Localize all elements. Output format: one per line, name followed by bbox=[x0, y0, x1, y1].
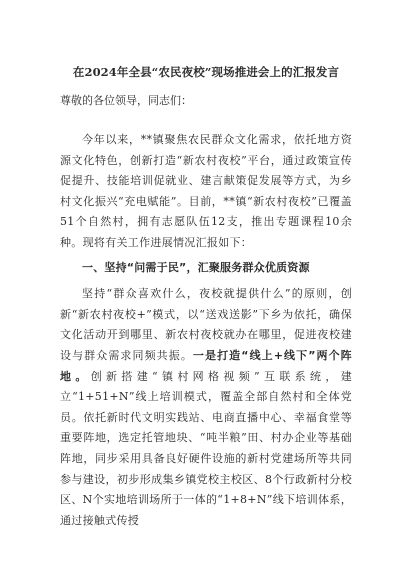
section-1-text-part-1: 坚持“群众喜欢什么，夜校就提供什么”的原则，创新“新农村夜校+”模式，以“送戏送影”下乡为依托，确保文化活动开到哪里、新农村夜校就办在哪里，促进夜校建设与群众需求同频共振。 bbox=[60, 287, 352, 362]
section-1-heading: 一、坚持“问需于民”，汇聚服务群众优质资源 bbox=[82, 260, 310, 274]
section-1-text-part-2: 创新搭建“镇村网格视频”互联系统，建立“1+51+N”线上培训模式，覆盖全部自然村和全体党员。依托新时代文明实践站、电商直播中心、幸福食堂等重要阵地，选定托管地块、“吨半粮”田、村办企业等基础阵地，同步采用具备良好硬件设施的新村党建场所等共同参与建设，初步形成集乡镇党校主校区、8个行政新村分校区、N个实地培训场所于一体的“1+8+N”线下培训体系，通过接触式传授 bbox=[60, 369, 352, 527]
section-1-bold-sentence: 一是打造“线上+线下”两个阵地。 bbox=[60, 348, 352, 383]
section-1-paragraph bbox=[60, 284, 352, 531]
document-title: 在2024年全县“农民夜校”现场推进会上的汇报发言 bbox=[72, 65, 340, 79]
salutation: 尊敬的各位领导，同志们： bbox=[60, 94, 192, 107]
intro-paragraph: 今年以来，**镇聚焦农民群众文化需求，依托地方资源文化特色，创新打造“新农村夜校”平台，通过政策宣传促提升、技能培训促就业、建言献策促发展等方式，为乡村文化振兴“充电赋能”。目前，**镇“新农村夜校”已覆盖51个自然村，拥有志愿队伍12支，推出专题课程10余种。现将有关工作进展情况汇报如下： bbox=[60, 133, 352, 249]
